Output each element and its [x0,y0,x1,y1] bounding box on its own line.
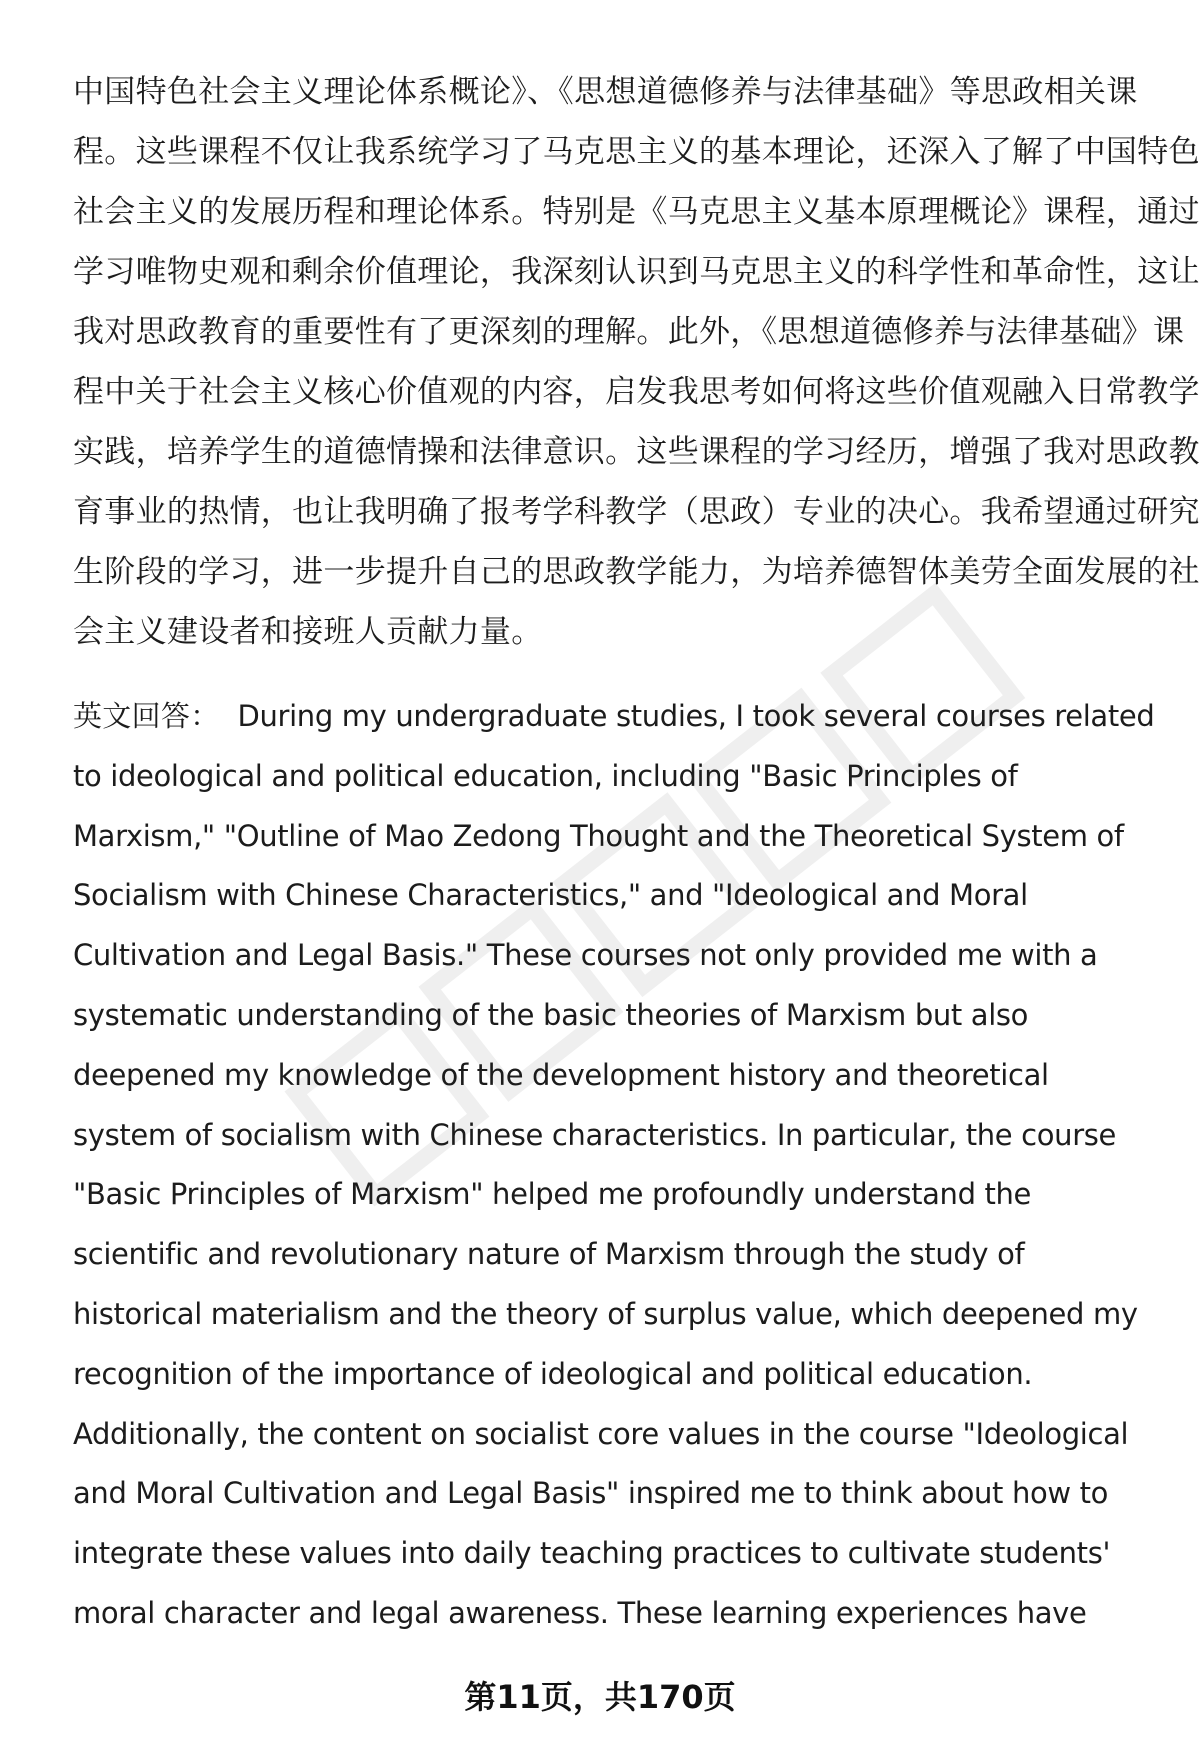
english-answer-line: recognition of the importance of ideological and political education. [73,1356,1033,1391]
page-number-footer: 第11页，共170页 [464,1678,736,1716]
english-answer-line: system of socialism with Chinese characteristics. In particular, the course [73,1117,1117,1152]
chinese-answer-line: 社会主义的发展历程和理论体系。特别是《马克思主义基本原理概论》课程，通过 [73,194,1200,230]
chinese-answer-line: 中国特色社会主义理论体系概论》、《思想道德修养与法律基础》等思政相关课 [73,74,1138,110]
chinese-answer-line: 学习唯物史观和剩余价值理论，我深刻认识到马克思主义的科学性和革命性，这让 [73,254,1200,290]
english-answer-label: 英文回答： [73,699,220,733]
chinese-answer-paragraph [73,62,1200,662]
english-answer-line: integrate these values into daily teaching practices to cultivate students' [73,1536,1111,1571]
english-answer-line: deepened my knowledge of the development history and theoretical [73,1057,1049,1092]
english-answer-paragraph [73,687,1155,1644]
chinese-answer-line: 程中关于社会主义核心价值观的内容，启发我思考如何将这些价值观融入日常教学 [73,374,1200,410]
english-answer-line: and Moral Cultivation and Legal Basis" inspired me to think about how to [73,1476,1109,1511]
english-answer-line: Additionally, the content on socialist core values in the course "Ideological [73,1416,1129,1451]
english-answer-line: Cultivation and Legal Basis." These courses not only provided me with a [73,938,1098,973]
english-answer-line: "Basic Principles of Marxism" helped me profoundly understand the [73,1177,1032,1212]
english-answer-line: Marxism," "Outline of Mao Zedong Thought and the Theoretical System of [73,818,1124,853]
english-answer-line: systematic understanding of the basic theories of Marxism but also [73,997,1029,1032]
chinese-answer-line: 育事业的热情，也让我明确了报考学科教学（思政）专业的决心。我希望通过研究 [73,494,1200,530]
english-answer-line: to ideological and political education, including "Basic Principles of [73,758,1018,793]
english-answer-line: historical materialism and the theory of surplus value, which deepened my [73,1296,1138,1331]
chinese-answer-line: 我对思政教育的重要性有了更深刻的理解。此外，《思想道德修养与法律基础》课 [73,314,1185,350]
chinese-answer-line: 生阶段的学习，进一步提升自己的思政教学能力，为培养德智体美劳全面发展的社 [73,554,1200,590]
english-answer-line: scientific and revolutionary nature of Marxism through the study of [73,1237,1025,1272]
english-answer-line: During my undergraduate studies, I took several courses related [237,699,1155,733]
english-answer-line: Socialism with Chinese Characteristics," and "Ideological and Moral [73,878,1028,913]
english-answer-first-line [73,687,1155,747]
chinese-answer-line: 程。这些课程不仅让我系统学习了马克思主义的基本理论，还深入了解了中国特色 [73,134,1200,170]
chinese-answer-line: 会主义建设者和接班人贡献力量。 [73,614,543,650]
chinese-answer-line: 实践，培养学生的道德情操和法律意识。这些课程的学习经历，增强了我对思政教 [73,434,1200,470]
english-answer-line: moral character and legal awareness. These learning experiences have [73,1595,1087,1630]
